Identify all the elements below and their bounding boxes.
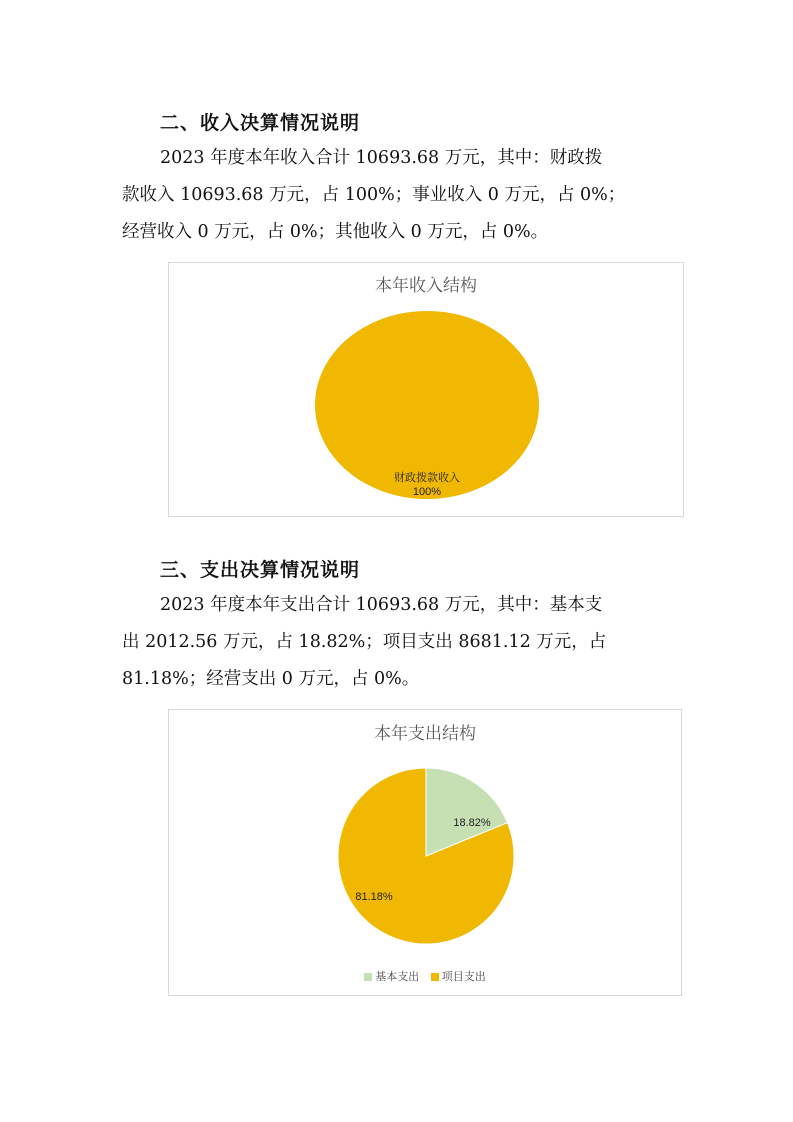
income-structure-chart — [168, 262, 684, 517]
legend-label: 项目支出 — [441, 970, 486, 983]
chart-title: 本年支出结构 — [374, 724, 476, 744]
paragraph-line: 2023 年度本年收入合计 10693.68 万元，其中：财政拨 — [160, 148, 603, 168]
paragraph-line: 2023 年度本年支出合计 10693.68 万元，其中：基本支 — [160, 595, 603, 615]
expenditure-pie-svg — [169, 710, 681, 995]
pie-value-label: 81.18% — [355, 891, 393, 903]
pie-value-label: 18.82% — [453, 817, 491, 829]
paragraph-line: 经营收入 0 万元，占 0%；其他收入 0 万元，占 0%。 — [122, 222, 549, 242]
pie-value-label: 100% — [412, 486, 442, 498]
income-pie-svg — [169, 263, 683, 516]
income-paragraph — [122, 140, 682, 251]
legend-item — [431, 968, 486, 984]
paragraph-line: 款收入 10693.68 万元，占 100%；事业收入 0 万元，占 0%； — [122, 185, 626, 205]
pie-category-label: 财政拨款收入 — [394, 472, 460, 484]
paragraph-line: 出 2012.56 万元，占 18.82%；项目支出 8681.12 万元，占 — [122, 632, 607, 652]
legend-swatch — [364, 973, 372, 981]
expenditure-structure-chart — [168, 709, 682, 996]
legend-swatch — [431, 973, 439, 981]
section-heading-expenditure: 三、支出决算情况说明 — [160, 559, 361, 581]
paragraph-line: 81.18%；经营支出 0 万元，占 0%。 — [122, 669, 420, 689]
chart-legend — [169, 968, 681, 984]
expenditure-paragraph — [122, 587, 682, 698]
legend-label: 基本支出 — [375, 970, 420, 983]
section-heading-income: 二、收入决算情况说明 — [160, 112, 361, 134]
legend-item — [364, 968, 419, 984]
pie-slice-财政拨款收入 — [315, 311, 539, 499]
chart-title: 本年收入结构 — [375, 276, 477, 296]
